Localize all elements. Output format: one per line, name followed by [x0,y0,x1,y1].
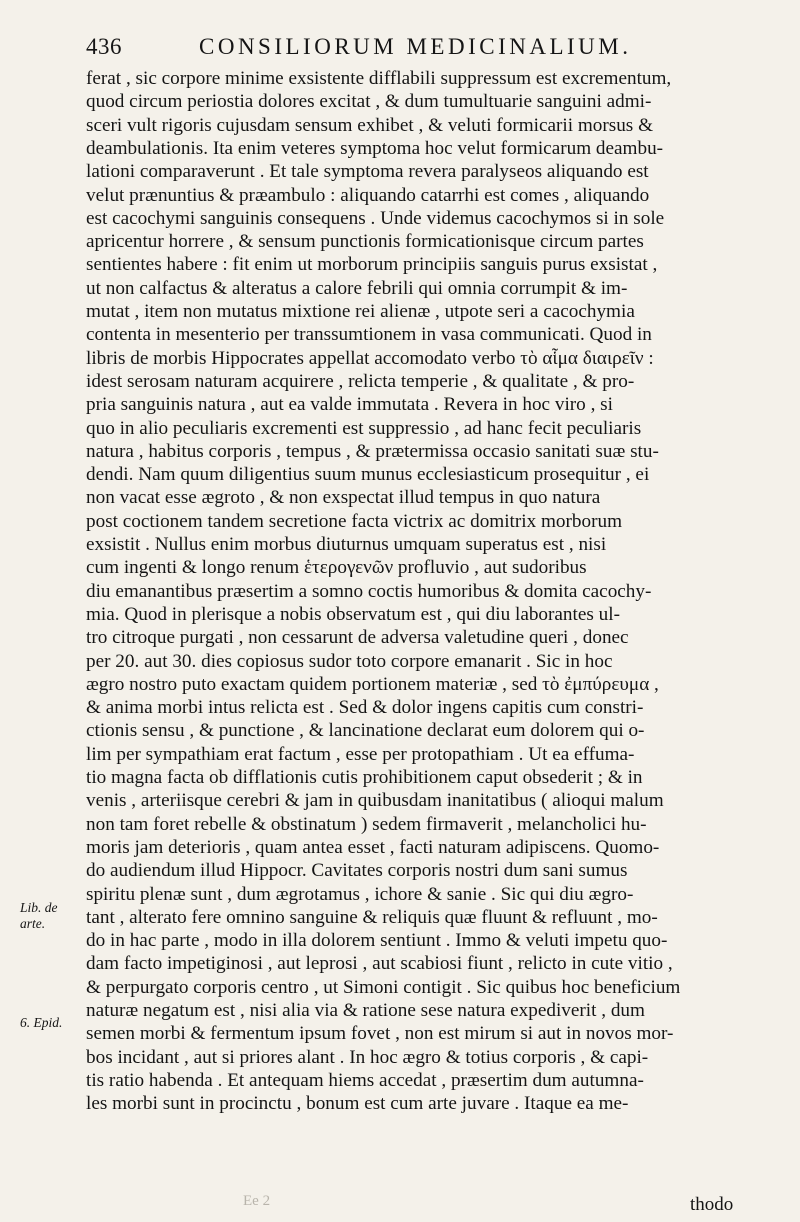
text-line: mutat , item non mutatus mixtione rei alienæ , utpote seri a cacochymia [86,301,635,322]
text-line: per 20. aut 30. dies copiosus sudor toto corpore emanarit . Sic in hoc [86,650,613,672]
text-line: pria sanguinis natura , aut ea valde immutata . Revera in hoc viro , si [86,394,613,416]
text-line: bos incidant , aut si priores alant . In hoc ægro & totius corporis , & capi- [86,1046,649,1068]
margin-note-line: 6. Epid. [20,1015,63,1030]
running-title: CONSILIORUM MEDICINALIUM. [199,34,632,59]
text-line: apricentur horrere , & sensum punctionis formicationisque circum partes [86,231,644,253]
text-line: dam facto impetiginosi , aut leprosi , aut scabiosi fiunt , relicto in cute vitio , [86,953,673,975]
text-line: ferat , sic corpore minime exsistente difflabili suppressum est excrementum, [86,68,672,89]
running-head [86,34,786,64]
text-line: non vacat esse ægroto , & non exspectat illud tempus in quo natura [86,487,601,509]
text-line: tio magna facta ob difflationis cutis prohibitionem caput obsederit ; & in [86,767,643,788]
text-line: libris de morbis Hippocrates appellat accomodato verbo τὸ αἷμα διαιρεῖν : [86,347,654,369]
text-line: contenta in mesenterio per transsumtionem in vasa communicati. Quod in [86,324,652,346]
text-line: cum ingenti & longo renum ἑτερογενῶν profluvio , aut sudoribus [86,557,587,579]
text-line: dendi. Nam quum diligentius suum munus ecclesiasticum prosequitur , ei [86,464,650,486]
text-line: quo in alio peculiaris excrementi est suppressio , ad hanc fecit peculiaris [86,417,642,439]
text-line: moris jam deterioris , quam antea esset , facti naturam adipiscens. Quomo- [86,836,660,858]
text-line: post coctionem tandem secretione facta victrix ac domitrix morborum [86,510,623,532]
text-line: tro citroque purgati , non cessarunt de adversa valetudine queri , donec [86,627,629,649]
text-line: & perpurgato corporis centro , ut Simoni contigit . Sic quibus hoc beneficium [86,976,681,998]
text-line: ægro nostro puto exactam quidem portionem materiæ , sed τὸ ἐμπύρευμα , [86,673,659,695]
text-line: natura , habitus corporis , tempus , & prætermissa occasio sanitati suæ stu- [86,440,659,462]
text-line: quod circum periostia dolores excitat , & dum tumultuarie sanguini admi- [86,91,652,113]
text-line: diu emanantibus præsertim a somno coctis humoribus & domita cacochy- [86,580,652,602]
text-line: les morbi sunt in procinctu , bonum est cum arte juvare . Itaque ea me- [86,1093,629,1115]
margin-note-lib-de-arte [20,900,58,932]
signature-mark: Ee 2 [243,1193,271,1209]
text-line: venis , arteriisque cerebri & jam in quibusdam inanitatibus ( alioqui malum [86,790,664,812]
text-line: tis ratio habenda . Et antequam hiems accedat , præsertim dum autumna- [86,1069,644,1091]
text-line: exsistit . Nullus enim morbus diuturnus umquam superatus est , nisi [86,534,607,555]
text-line: ctionis sensu , & punctione , & lancinatione declarat eum dolorem qui o- [86,720,645,742]
text-line: naturæ negatum est , nisi alia via & ratione sese natura expediverit , dum [86,1000,645,1021]
text-line: mia. Quod in plerisque a nobis observatum est , qui diu laborantes ul- [86,603,620,625]
text-line: do audiendum illud Hippocr. Cavitates corporis nostri dum sani sumus [86,860,628,882]
text-line: deambulationis. Ita enim veteres symptoma hoc velut formicarum deambu- [86,137,664,159]
margin-note-line: arte. [20,916,46,931]
catchword: thodo [690,1194,734,1215]
text-line: non tam foret rebelle & obstinatum ) sedem firmaverit , melancholici hu- [86,813,647,835]
text-line: spiritu plenæ sunt , dum ægrotamus , ichore & sanie . Sic qui diu ægro- [86,883,634,905]
text-line: est cacochymi sanguinis consequens . Unde videmus cacochymos si in sole [86,207,665,229]
text-line: semen morbi & fermentum ipsum fovet , non est mirum si aut in novos mor- [86,1023,674,1045]
margin-note-epid [20,1015,62,1031]
text-line: velut prænuntius & præambulo : aliquando catarrhi est comes , aliquando [86,184,650,206]
text-line: idest serosam naturam acquirere , relicta temperie , & qualitate , & pro- [86,370,635,392]
text-line: ut non calfactus & alteratus a calore febrili qui omnia corrumpit & im- [86,277,628,299]
text-line: lim per sympathiam erat factum , esse per protopathiam . Ut ea effuma- [86,743,635,765]
text-line: do in hac parte , modo in illa dolorem sentiunt . Immo & veluti impetu quo- [86,930,668,952]
text-line: lationi comparaverunt . Et tale symptoma revera paralyseos aliquando est [86,161,649,183]
margin-note-line: Lib. de [20,900,58,915]
text-line: sentientes habere : fit enim ut morborum principiis sanguis purus exsistat , [86,254,658,276]
text-line: tant , alterato fere omnino sanguine & reliquis quæ fluunt & refluunt , mo- [86,906,658,928]
page-number: 436 [86,34,122,59]
text-line [86,1117,798,1139]
text-line: & anima morbi intus relicta est . Sed & dolor ingens capitis cum constri- [86,697,644,719]
text-line: sceri vult rigoris cujusdam sensum exhibet , & veluti formicarii morsus & [86,114,653,136]
